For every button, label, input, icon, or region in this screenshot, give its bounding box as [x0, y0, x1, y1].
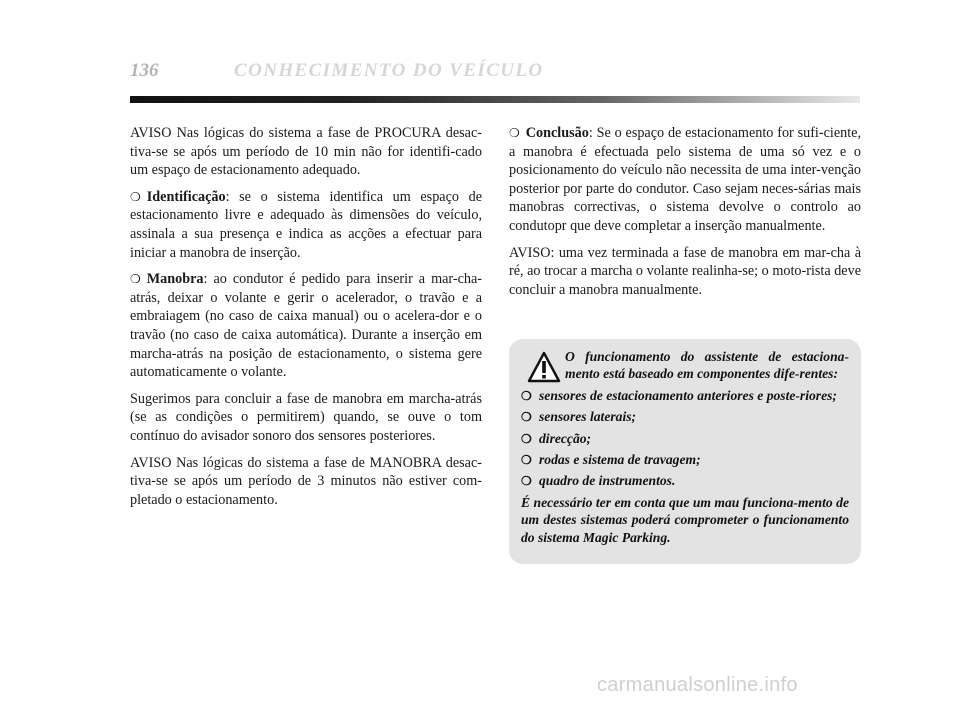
warning-text [521, 348, 849, 546]
watermark: carmanualsonline.info [597, 674, 798, 696]
left-column [130, 124, 482, 517]
warning-item-text: sensores de estacionamento anteriores e poste-riores; [539, 387, 837, 403]
bullet-icon: ❍ [509, 126, 520, 140]
warning-list-item [521, 408, 849, 426]
page-header [130, 60, 860, 110]
warning-item-text: quadro de instrumentos. [539, 473, 676, 489]
bullet-icon: ❍ [521, 388, 532, 403]
warning-list-item [521, 472, 849, 490]
conclusao-term: Conclusão [525, 125, 589, 141]
warning-list [521, 387, 849, 491]
warning-item-text: rodas e sistema de travagem; [539, 452, 701, 468]
identificacao-item [130, 188, 482, 262]
manobra-term: Manobra [146, 271, 204, 288]
header-rule [130, 96, 860, 103]
sugerimos-paragraph: Sugerimos para concluir a fase de manobra em marcha-atrás (se as condições o permitirem) quando, se ouve o tom contínuo do avisador sonoro dos sensores posteriores. [130, 390, 482, 444]
page-number: 136 [130, 60, 159, 81]
warning-list-item [521, 387, 849, 405]
conclusao-item [509, 124, 861, 236]
manobra-item [130, 270, 482, 382]
bullet-icon: ❍ [521, 453, 532, 468]
bullet-icon: ❍ [130, 189, 141, 204]
bullet-icon: ❍ [130, 272, 141, 287]
warning-list-item [521, 451, 849, 469]
warning-outro: É necessário ter em conta que um mau funciona-mento de um destes sistemas poderá comprometer o funcionamento do sistema Magic Parking. [521, 494, 849, 545]
bullet-icon: ❍ [521, 431, 532, 446]
aviso-procura-paragraph: AVISO Nas lógicas do sistema a fase de PROCURA desac-tiva-se se após um período de 10 min não for identifi-cado um espaço de estacionamento adequado. [130, 125, 482, 179]
manobra-text: : ao condutor é pedido para inserir a mar-cha-atrás, deixar o volante e gerir o acelerador, o travão e a embraiagem (no caso de caixa manual) ou o acelera-dor e o travão (no caso de caixa automática). Durante a inserção em marcha-atrás na posição de estacionamento, o sistema gere automaticamente o volante. [130, 271, 482, 381]
bullet-icon: ❍ [521, 474, 532, 489]
warning-box [509, 339, 861, 564]
warning-intro: O funcionamento do assistente de estaciona-mento está baseado em componentes dife-rentes: [565, 349, 849, 382]
aviso-manobra-paragraph: AVISO Nas lógicas do sistema a fase de MANOBRA desac-tiva-se se após um período de 3 minutos não estiver com-pletado o estacionamento. [130, 454, 482, 508]
warning-item-text: direcção; [539, 430, 592, 446]
warning-list-item [521, 430, 849, 448]
bullet-icon: ❍ [521, 410, 532, 425]
identificacao-term: Identificação [146, 188, 226, 205]
identificacao-text: : se o sistema identifica um espaço de estacionamento livre e adequado às dimensões do veículo, assinala a sua presença e indica as acções a efectuar para iniciar a manobra de inserção. [130, 188, 482, 261]
section-title: CONHECIMENTO DO VEÍCULO [234, 60, 544, 81]
right-column [509, 124, 861, 307]
warning-item-text: sensores laterais; [539, 409, 637, 425]
conclusao-text: : Se o espaço de estacionamento for sufi-ciente, a manobra é efectuada pelo sistema de uma só vez e o posicionamento do veículo não necessita de uma inter-venção posterior por parte do condutor. Caso sejam neces-sárias mais manobras correctivas, o sistema devolve o controlo ao condutopr que deve completar a inserção manualmente. [509, 125, 861, 234]
aviso-marcha-paragraph: AVISO: uma vez terminada a fase de manobra em mar-cha à ré, ao trocar a marcha o volante realinha-se; o moto-rista deve concluir a manobra manualmente. [509, 244, 861, 298]
